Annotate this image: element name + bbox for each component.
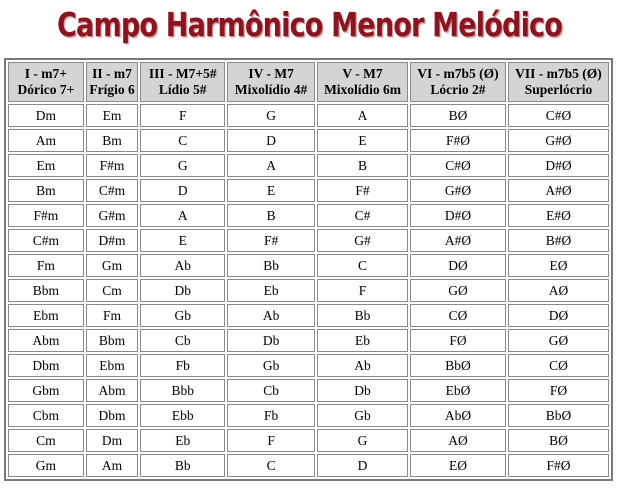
chord-cell: CØ bbox=[410, 304, 506, 327]
chord-cell: Gm bbox=[8, 454, 84, 477]
chord-cell: E bbox=[227, 179, 315, 202]
chord-cell: G bbox=[227, 104, 315, 127]
chord-cell: F bbox=[140, 104, 225, 127]
column-header-degree: V - M7 bbox=[342, 66, 383, 81]
chord-cell: Eb bbox=[227, 279, 315, 302]
chord-cell: G# bbox=[317, 229, 408, 252]
table-row bbox=[8, 354, 609, 377]
column-header-degree: VII - m7b5 (Ø) bbox=[515, 66, 602, 81]
chord-cell: C#m bbox=[8, 229, 84, 252]
table-row bbox=[8, 429, 609, 452]
chord-cell: Ebb bbox=[140, 404, 225, 427]
table-row bbox=[8, 404, 609, 427]
table-row bbox=[8, 104, 609, 127]
chord-cell: FØ bbox=[508, 379, 609, 402]
page-title: Campo Harmônico Menor Melódico bbox=[56, 5, 563, 44]
column-header-mode: Mixolídio 4# bbox=[234, 82, 308, 97]
chord-cell: F#Ø bbox=[410, 129, 506, 152]
chord-cell: Bbm bbox=[86, 329, 139, 352]
column-header-mode: Lócrio 2# bbox=[430, 82, 486, 97]
chord-cell: Ab bbox=[317, 354, 408, 377]
table-body bbox=[8, 104, 609, 477]
chord-cell: Am bbox=[86, 454, 139, 477]
chord-cell: C#Ø bbox=[410, 154, 506, 177]
column-header-mode: Dórico 7+ bbox=[17, 82, 75, 97]
chord-cell: C bbox=[140, 129, 225, 152]
chord-cell: D#Ø bbox=[410, 204, 506, 227]
chord-cell: E#Ø bbox=[508, 204, 609, 227]
chord-cell: Gb bbox=[227, 354, 315, 377]
chord-cell: Dm bbox=[8, 104, 84, 127]
chord-cell: Fm bbox=[8, 254, 84, 277]
chord-cell: G bbox=[317, 429, 408, 452]
chord-cell: Cb bbox=[227, 379, 315, 402]
chord-cell: FØ bbox=[410, 329, 506, 352]
table-row bbox=[8, 279, 609, 302]
chord-cell: D bbox=[140, 179, 225, 202]
chord-cell: Cm bbox=[86, 279, 139, 302]
chord-cell: A bbox=[140, 204, 225, 227]
chord-cell: Ebm bbox=[8, 304, 84, 327]
chord-cell: B bbox=[317, 154, 408, 177]
chord-cell: Em bbox=[86, 104, 139, 127]
column-header-mode: Frígio 6 bbox=[89, 82, 135, 97]
chord-cell: Db bbox=[140, 279, 225, 302]
chord-cell: Bm bbox=[86, 129, 139, 152]
table-row bbox=[8, 204, 609, 227]
chord-cell: Em bbox=[8, 154, 84, 177]
chord-cell: DØ bbox=[508, 304, 609, 327]
chord-cell: G bbox=[140, 154, 225, 177]
table-row bbox=[8, 154, 609, 177]
chord-cell: C# bbox=[317, 204, 408, 227]
table-row bbox=[8, 254, 609, 277]
chord-cell: E bbox=[317, 129, 408, 152]
column-header bbox=[140, 62, 225, 102]
chord-cell: Gbm bbox=[8, 379, 84, 402]
chord-cell: Bbm bbox=[8, 279, 84, 302]
chord-cell: Am bbox=[8, 129, 84, 152]
table-row bbox=[8, 454, 609, 477]
chord-cell: A#Ø bbox=[410, 229, 506, 252]
chord-cell: Bbb bbox=[140, 379, 225, 402]
chord-cell: F#m bbox=[8, 204, 84, 227]
chord-cell: F bbox=[227, 429, 315, 452]
column-header bbox=[508, 62, 609, 102]
column-header-degree: IV - M7 bbox=[248, 66, 294, 81]
column-header bbox=[227, 62, 315, 102]
table-row bbox=[8, 329, 609, 352]
column-header-degree: III - M7+5# bbox=[148, 66, 217, 81]
chord-cell: Db bbox=[317, 379, 408, 402]
chord-cell: D bbox=[317, 454, 408, 477]
column-header bbox=[8, 62, 84, 102]
chord-cell: Abm bbox=[86, 379, 139, 402]
chord-cell: AbØ bbox=[410, 404, 506, 427]
column-header-degree: I - m7+ bbox=[24, 66, 67, 81]
column-header-degree: VI - m7b5 (Ø) bbox=[417, 66, 499, 81]
chord-cell: D#m bbox=[86, 229, 139, 252]
chord-cell: Abm bbox=[8, 329, 84, 352]
column-header-mode: Superlócrio bbox=[524, 82, 593, 97]
chord-cell: Fb bbox=[227, 404, 315, 427]
chord-cell: F#Ø bbox=[508, 454, 609, 477]
chord-cell: EØ bbox=[508, 254, 609, 277]
chord-cell: Gm bbox=[86, 254, 139, 277]
chord-cell: Ab bbox=[140, 254, 225, 277]
chord-cell: B bbox=[227, 204, 315, 227]
table-row bbox=[8, 229, 609, 252]
table-row bbox=[8, 304, 609, 327]
chord-cell: Ebm bbox=[86, 354, 139, 377]
chord-cell: GØ bbox=[410, 279, 506, 302]
chord-cell: C#m bbox=[86, 179, 139, 202]
chord-cell: F#m bbox=[86, 154, 139, 177]
chord-cell: BbØ bbox=[508, 404, 609, 427]
chord-cell: Dbm bbox=[86, 404, 139, 427]
chord-cell: D bbox=[227, 129, 315, 152]
chord-cell: C#Ø bbox=[508, 104, 609, 127]
chord-cell: C bbox=[317, 254, 408, 277]
chord-cell: Gb bbox=[140, 304, 225, 327]
chord-cell: F# bbox=[317, 179, 408, 202]
chord-cell: BØ bbox=[508, 429, 609, 452]
chord-cell: Bm bbox=[8, 179, 84, 202]
chord-cell: E bbox=[140, 229, 225, 252]
chord-cell: AØ bbox=[410, 429, 506, 452]
table-row bbox=[8, 129, 609, 152]
chord-cell: Dbm bbox=[8, 354, 84, 377]
chord-cell: Cm bbox=[8, 429, 84, 452]
chord-cell: Gb bbox=[317, 404, 408, 427]
chord-cell: DØ bbox=[410, 254, 506, 277]
chord-cell: Bb bbox=[317, 304, 408, 327]
chord-cell: CØ bbox=[508, 354, 609, 377]
chord-cell: Bb bbox=[227, 254, 315, 277]
column-header-mode: Lídio 5# bbox=[158, 82, 207, 97]
chord-cell: B#Ø bbox=[508, 229, 609, 252]
chord-cell: G#Ø bbox=[508, 129, 609, 152]
column-header-degree: II - m7 bbox=[92, 66, 132, 81]
chord-cell: Eb bbox=[140, 429, 225, 452]
chord-cell: Cbm bbox=[8, 404, 84, 427]
chord-cell: Ab bbox=[227, 304, 315, 327]
chord-cell: EØ bbox=[410, 454, 506, 477]
harmonic-field-table bbox=[4, 58, 613, 481]
chord-cell: A bbox=[227, 154, 315, 177]
chord-cell: Db bbox=[227, 329, 315, 352]
chord-cell: Fm bbox=[86, 304, 139, 327]
chord-cell: Cb bbox=[140, 329, 225, 352]
chord-cell: A#Ø bbox=[508, 179, 609, 202]
chord-cell: F bbox=[317, 279, 408, 302]
chord-cell: BØ bbox=[410, 104, 506, 127]
table-row bbox=[8, 379, 609, 402]
chord-cell: Eb bbox=[317, 329, 408, 352]
chord-cell: D#Ø bbox=[508, 154, 609, 177]
chord-cell: Fb bbox=[140, 354, 225, 377]
column-header-mode: Mixolídio 6m bbox=[324, 82, 401, 97]
chord-cell: F# bbox=[227, 229, 315, 252]
table-row bbox=[8, 179, 609, 202]
chord-cell: Bb bbox=[140, 454, 225, 477]
header-row bbox=[8, 62, 609, 102]
chord-cell: A bbox=[317, 104, 408, 127]
chord-cell: GØ bbox=[508, 329, 609, 352]
chord-cell: AØ bbox=[508, 279, 609, 302]
chord-cell: G#m bbox=[86, 204, 139, 227]
chord-cell: BbØ bbox=[410, 354, 506, 377]
column-header bbox=[86, 62, 139, 102]
chord-cell: C bbox=[227, 454, 315, 477]
chord-cell: Dm bbox=[86, 429, 139, 452]
chord-cell: EbØ bbox=[410, 379, 506, 402]
chord-cell: G#Ø bbox=[410, 179, 506, 202]
column-header bbox=[317, 62, 408, 102]
column-header bbox=[410, 62, 506, 102]
